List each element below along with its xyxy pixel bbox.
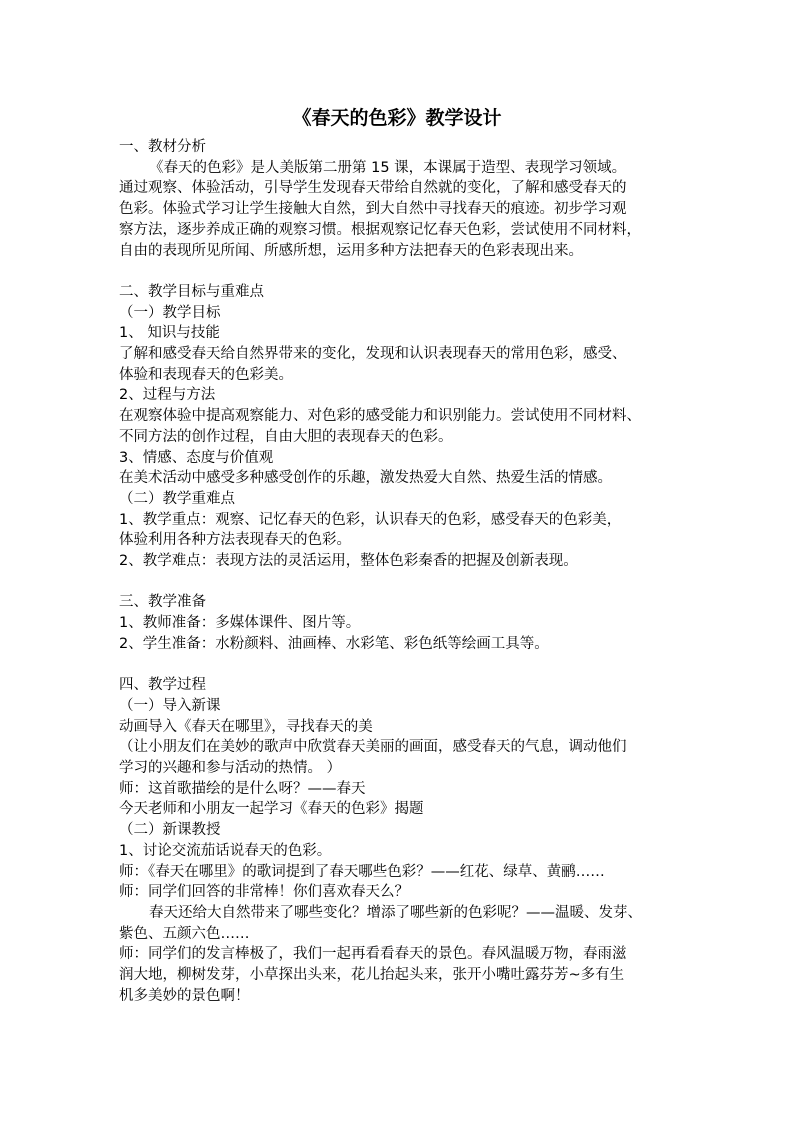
item-heading: 2、过程与方法 — [119, 387, 216, 404]
paragraph-line: 1、讨论交流茄话说春天的色彩。 — [119, 842, 332, 859]
paragraph-line: 《春天的色彩》是人美版第二册第 15 课，本课属于造型、表现学习领域。 — [149, 159, 627, 176]
paragraph-line: 色彩。体验式学习让学生接触大自然，到大自然中寻找春天的痕迹。初步学习观 — [119, 201, 627, 218]
blank-line — [119, 572, 679, 593]
paragraph-line: 1、教学重点：观察、记忆春天的色彩，认识春天的色彩，感受春天的色彩美， — [119, 511, 622, 528]
paragraph-line: 润大地，柳树发芽，小草探出头来，花儿抬起头来，张开小嘴吐露芬芳~多有生 — [119, 967, 625, 984]
paragraph-line: 学习的兴趣和参与活动的热情。 ） — [119, 760, 342, 777]
paragraph-line: 体验利用各种方法表现春天的色彩。 — [119, 532, 351, 549]
blank-line — [119, 655, 679, 676]
paragraph-line: 师：同学们回答的非常棒！你们喜欢春天么？ — [119, 884, 409, 901]
paragraph-line: 师：同学们的发言棒极了，我们一起再看看春天的景色。春风温暖万物，春雨滋 — [119, 946, 627, 963]
paragraph-line: 2、教学难点：表现方法的灵活运用，整体色彩秦香的把握及创新表现。 — [119, 553, 578, 570]
paragraph-line: （让小朋友们在美妙的歌声中欣赏春天美丽的画面，感受春天的气息，调动他们 — [119, 739, 627, 756]
subsection-heading: （一）教学目标 — [119, 304, 221, 321]
paragraph-line: 师：《春天在哪里》的歌词提到了春天哪些色彩？——红花、绿草、黄鹂…… — [119, 863, 605, 880]
document-body — [119, 137, 679, 1006]
paragraph-line: 自由的表现所见所闻、所感所想，运用多种方法把春天的色彩表现出来。 — [119, 242, 583, 259]
paragraph-line: 在观察体验中提高观察能力、对色彩的感受能力和识别能力。尝试使用不同材料、 — [119, 408, 641, 425]
paragraph-line: 不同方法的创作过程，自由大胆的表现春天的色彩。 — [119, 428, 453, 445]
section-heading: 四、教学过程 — [119, 677, 206, 694]
paragraph-line: 了解和感受春天给自然界带来的变化，发现和认识表现春天的常用色彩，感受、 — [119, 346, 627, 363]
paragraph-line: 1、教师准备：多媒体课件、图片等。 — [119, 615, 361, 632]
section-heading: 三、教学准备 — [119, 594, 206, 611]
paragraph-line: 师：这首歌描绘的是什么呀？——春天 — [119, 780, 366, 797]
paragraph-line: 今天老师和小朋友一起学习《春天的色彩》揭题 — [119, 801, 424, 818]
blank-line — [119, 261, 679, 282]
paragraph-line: 春天还给大自然带来了哪些变化？增添了哪些新的色彩呢？——温暖、发芽、 — [149, 904, 642, 921]
item-heading: 1、 知识与技能 — [119, 325, 220, 342]
document-title: 《春天的色彩》教学设计 — [292, 107, 502, 129]
section-heading: 二、教学目标与重难点 — [119, 283, 264, 300]
paragraph-line: 体验和表现春天的色彩美。 — [119, 366, 293, 383]
item-heading: 3、情感、态度与价值观 — [119, 449, 274, 466]
section-heading: 一、教材分析 — [119, 139, 206, 155]
paragraph-line: 通过观察、体验活动，引导学生发现春天带给自然就的变化，了解和感受春天的 — [119, 180, 627, 197]
subsection-heading: （二）教学重难点 — [119, 490, 235, 507]
paragraph-line: 机多美妙的景色啊！ — [119, 987, 250, 1004]
paragraph-line: 察方法，逐步养成正确的观察习惯。根据观察记忆春天色彩，尝试使用不同材料， — [119, 221, 641, 238]
paragraph-line: 紫色、五颜六色…… — [119, 925, 250, 942]
subsection-heading: （一）导入新课 — [119, 697, 221, 714]
paragraph-line: 在美术活动中感受多种感受创作的乐趣，激发热爱大自然、热爱生活的情感。 — [119, 470, 612, 487]
paragraph-line: 2、学生准备：水粉颜料、油画棒、水彩笔、彩色纸等绘画工具等。 — [119, 635, 549, 652]
paragraph-line: 动画导入《春天在哪里》，寻找春天的美 — [119, 718, 373, 735]
subsection-heading: （二）新课教授 — [119, 822, 221, 839]
